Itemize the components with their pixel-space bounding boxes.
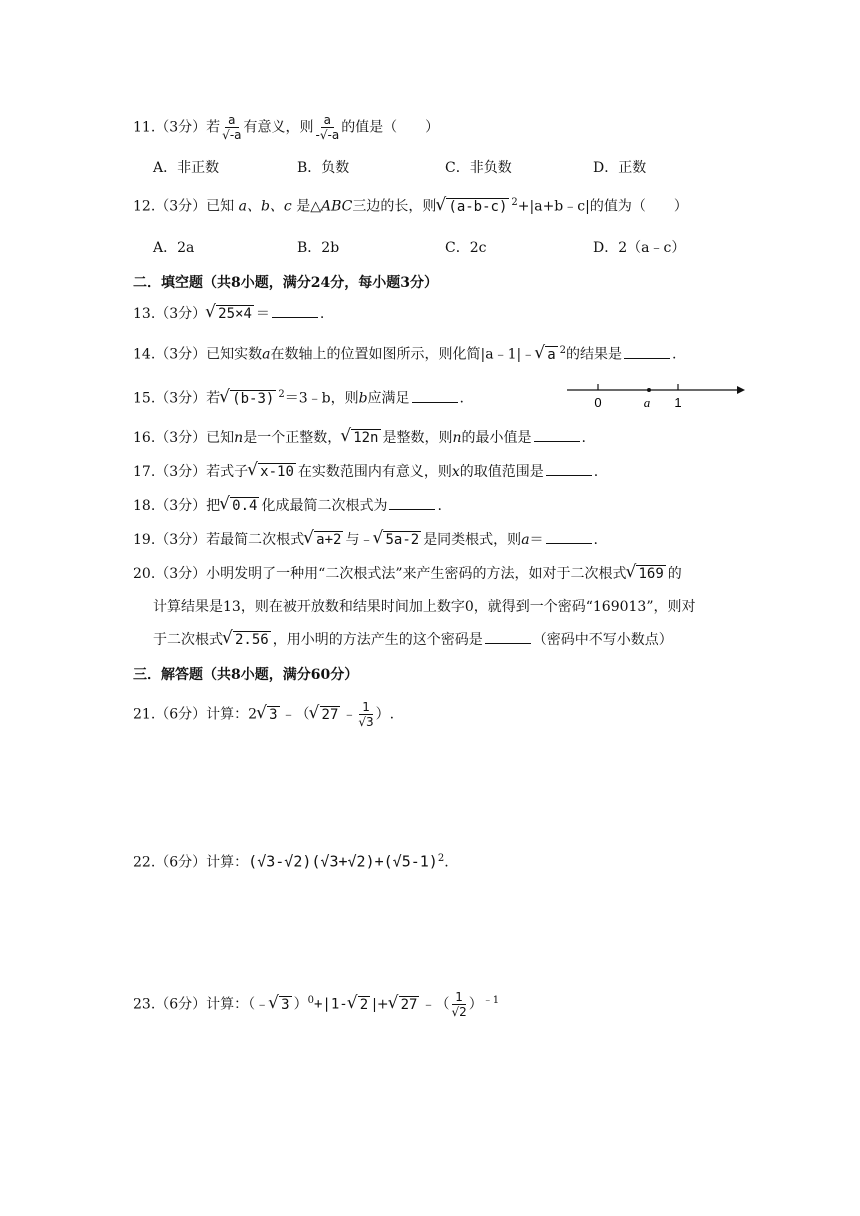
q11-choice-a: A．非正数: [153, 160, 220, 176]
radical-x-minus-10: √ x-10: [248, 462, 296, 482]
fraction-a-over-neg-sqrt-neg-a: $\frac{a}{-√-a}$: [315, 113, 340, 142]
radical-0-4: √ 0.4: [220, 496, 259, 516]
radical-3-q23: √ 3: [269, 995, 291, 1015]
section-3-heading: 三．解答题（共8小题，满分60分）: [133, 667, 359, 683]
q12-choice-d: D．2（a﹣c）: [593, 240, 686, 256]
question-12: 12.（3分）已知 a、b、c 是△ABC三边的长，则√ (a-b-c) $^2$+|a+b﹣c|的值为（ ）: [133, 193, 688, 217]
fraction-a-over-sqrt-neg-a: $\frac{a}{√-a}$: [222, 113, 242, 142]
radical-a-squared: √ a: [535, 345, 557, 365]
question-20-line-3: 于二次根式√ 2.56 ，用小明的方法产生的这个密码是 （密码中不写小数点）: [153, 629, 673, 650]
fraction-1-over-sqrt2: $\frac{1}{√2}$: [451, 990, 467, 1019]
radical-12n: √ 12n: [341, 428, 380, 448]
question-23: 23.（6分）计算：（﹣√ 3 ）$^0$+|1-√ 2 |+√ 27 ﹣（ $\frac{1}{√2}$ ）$^{﹣1}$: [133, 990, 499, 1019]
fraction-1-over-sqrt3: $\frac{1}{√3}$: [358, 700, 374, 729]
question-15: 15.（3分）若√ (b-3) $^2$＝3﹣b，则b应满足 .: [133, 385, 464, 409]
point-a: [647, 388, 651, 392]
question-17: 17.（3分）若式子√ x-10 在实数范围内有意义，则x的取值范围是 .: [133, 461, 598, 482]
radical-25x4: √ 25×4: [206, 304, 254, 324]
question-18: 18.（3分）把√ 0.4 化成最简二次根式为 .: [133, 495, 442, 516]
q12-choice-b: B．2b: [297, 240, 340, 256]
answer-blank-15: [412, 388, 458, 403]
answer-blank-20: [485, 629, 531, 644]
answer-blank-17: [546, 461, 592, 476]
question-13: 13.（3分）√ 25×4 ＝ .: [133, 303, 324, 324]
label-zero: 0: [594, 395, 602, 410]
question-21: 21.（6分）计算：2√ 3 ﹣（√ 27 ﹣ $\frac{1}{√3}$ ）.: [133, 700, 394, 729]
question-14: 14.（3分）已知实数a在数轴上的位置如图所示，则化简|a﹣1|﹣√ a $^2$的结果是 .: [133, 341, 676, 365]
answer-blank-19: [546, 529, 592, 544]
answer-blank-16: [534, 427, 580, 442]
radical-5a-minus-2: √ 5a-2: [373, 530, 421, 550]
radical-3: √ 3: [257, 705, 279, 725]
question-22: 22.（6分）计算：$(√3-√2)(√3+√2)+(√5-1)^2$.: [133, 852, 449, 871]
question-20-line-2: 计算结果是13，则在被开放数和结果时间加上数字0，就得到一个密码“169013”，则对: [153, 599, 696, 615]
answer-blank-13: [272, 303, 318, 318]
answer-blank-14: [624, 344, 670, 359]
radical-b-minus-3-squared: √ (b-3): [220, 389, 276, 409]
question-19: 19.（3分）若最简二次根式√ a+2 与﹣√ 5a-2 是同类根式，则a＝ .: [133, 529, 598, 550]
radical-2-q23: √ 2: [348, 995, 370, 1015]
radical-a-plus-2: √ a+2: [304, 530, 343, 550]
radical-q12: √ (a-b-c): [436, 197, 509, 217]
radical-27-q23: √ 27: [389, 995, 420, 1015]
number-line-arrow-icon: [737, 386, 745, 394]
q12-choice-a: A．2a: [153, 240, 195, 256]
answer-blank-18: [389, 495, 435, 510]
question-20-line-1: 20.（3分）小明发明了一种用“二次根式法”来产生密码的方法，如对于二次根式√ 169 的: [133, 564, 682, 584]
q11-choice-c: C．非负数: [445, 160, 512, 176]
number-line-figure: [565, 380, 745, 410]
radical-27: √ 27: [310, 705, 341, 725]
question-16: 16.（3分）已知n是一个正整数，√ 12n 是整数，则n的最小值是 .: [133, 427, 586, 448]
q12-choice-c: C．2c: [445, 240, 487, 256]
expression-q22: (√3-√2)(√3+√2)+(√5-1): [248, 852, 438, 871]
question-11: 11.（3分）若 $\frac{a}{√-a}$ 有意义，则 $\frac{a}{-√-a}$ 的值是（ ）: [133, 113, 440, 142]
q11-choice-b: B．负数: [297, 160, 350, 176]
section-2-heading: 二．填空题（共8小题，满分24分，每小题3分）: [133, 275, 438, 291]
label-a: a: [643, 395, 651, 410]
radical-2-56: √ 2.56: [223, 630, 271, 650]
q11-choice-d: D．正数: [593, 160, 647, 176]
label-one: 1: [674, 395, 682, 410]
radical-169: √ 169: [626, 564, 665, 584]
